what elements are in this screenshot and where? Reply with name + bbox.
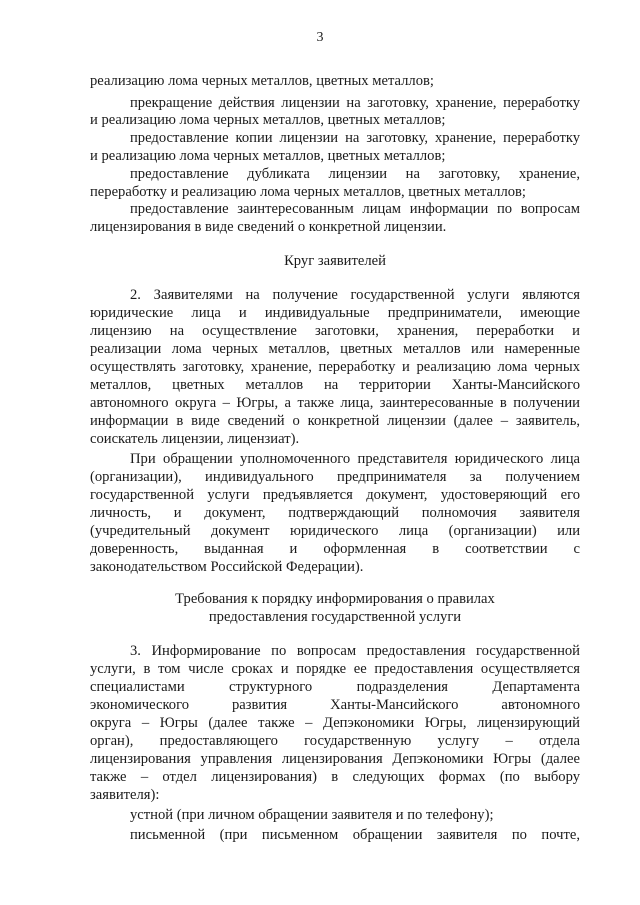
text-line: переработку и реализацию лома черных металлов, цветных металлов;	[90, 184, 526, 200]
text-line: реализацию лома черных металлов, цветных металлов;	[90, 73, 434, 89]
text-line: законодательством Российской Федерации).	[90, 559, 364, 575]
text-line: предоставление дубликата лицензии на заготовку, хранение,	[130, 166, 580, 182]
text-line: и реализацию лома черных металлов, цветных металлов;	[90, 148, 446, 164]
text-line: информации в виде сведений о конкретной лицензии (далее – заявитель,	[90, 413, 580, 429]
text-line: 3. Информирование по вопросам предоставления государственной	[130, 643, 580, 659]
text-line: 2. Заявителями на получение государственной услуги являются	[130, 287, 580, 303]
text-line: (организации), индивидуального предпринимателя за получением	[90, 469, 580, 485]
text-line: лицензирования управления лицензирования Депэкономики Югры (далее	[90, 751, 580, 767]
page-number: 3	[316, 30, 324, 45]
text-line: осуществлять заготовку, хранение, переработку и реализацию лома черных	[90, 359, 580, 375]
text-line: округа – Югры (далее также – Депэкономики Югры, лицензирующий	[90, 715, 580, 731]
section-heading: предоставления государственной услуги	[208, 609, 462, 625]
text-line: экономического развития Ханты-Мансийского автономного	[90, 697, 580, 713]
text-line: лицензирования в виде сведений о конкретной лицензии.	[90, 219, 447, 235]
text-line: доверенность, выданная и оформленная в соответствии с	[90, 541, 580, 557]
text-line: реализации лома черных металлов, цветных металлов или намеренные	[90, 341, 580, 357]
text-line: также – отдел лицензирования) в следующих формах (по выбору	[90, 769, 580, 785]
text-line: При обращении уполномоченного представителя юридического лица	[130, 451, 580, 467]
text-line: предоставление заинтересованным лицам информации по вопросам	[130, 201, 580, 217]
text-line: специалистами структурного подразделения Департамента	[90, 679, 580, 695]
text-line: заявителя):	[90, 787, 160, 803]
text-line: услуги, в том числе сроках и порядке ее предоставления осуществляется	[90, 661, 580, 677]
text-line: письменной (при письменном обращении заявителя по почте,	[130, 827, 580, 843]
section-heading: Круг заявителей	[284, 253, 386, 269]
text-line: юридические лица и индивидуальные предприниматели, имеющие	[90, 305, 580, 321]
text-line: предоставление копии лицензии на заготовку, хранение, переработку	[130, 130, 580, 146]
text-line: и реализацию лома черных металлов, цветных металлов;	[90, 112, 446, 128]
text-line: автономного округа – Югры, а также лица, заинтересованные в получении	[90, 395, 580, 411]
text-line: лицензию на осуществление заготовки, хранения, переработки и	[90, 323, 580, 339]
section-heading: Требования к порядку информирования о правилах	[175, 591, 495, 607]
text-line: орган), предоставляющего государственную услугу – отдела	[90, 733, 580, 749]
text-line: личность, и документ, подтверждающий полномочия заявителя	[90, 505, 580, 521]
text-line: прекращение действия лицензии на заготовку, хранение, переработку	[130, 95, 580, 111]
text-line: (учредительный документ юридического лица (организации) или	[90, 523, 580, 539]
text-line: государственной услуги предъявляется документ, удостоверяющий его	[90, 487, 580, 503]
text-line: устной (при личном обращении заявителя и по телефону);	[130, 807, 494, 823]
text-line: металлов, цветных металлов на территории Ханты-Мансийского	[90, 377, 580, 393]
text-line: соискатель лицензии, лицензиат).	[90, 431, 300, 447]
